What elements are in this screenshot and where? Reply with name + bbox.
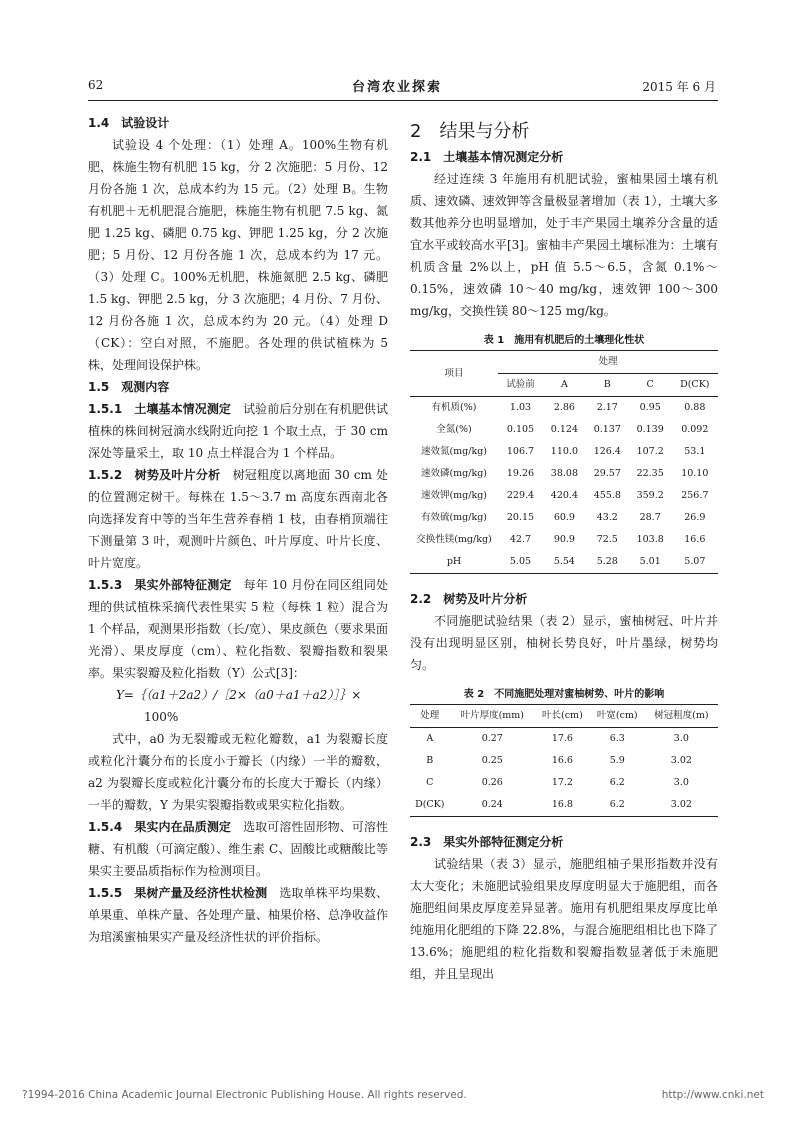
table-1-cell: 0.105 <box>506 424 535 435</box>
section-2-3-text: 试验结果（表 3）显示，施肥组柚子果形指数并没有太大变化；未施肥试验组果皮厚度明显大于施肥组，而各施肥组间果皮厚度差异显著。施用有机肥组果皮厚度比单纯施用化肥组的下降 22.8%，与混合施肥组相比也下降了 13.6%；施肥组的粒化指数和裂瓣指数显著低于未施肥组，并且呈现出 <box>410 857 718 981</box>
section-1-5-title: 1.5 观测内容 <box>88 380 170 394</box>
table-1-header-item: 项目 <box>410 351 498 397</box>
table-1-cell: 42.7 <box>509 534 532 545</box>
table-2-cell: 3.02 <box>645 794 718 817</box>
table-1-row <box>410 551 718 574</box>
table-2-row <box>410 750 718 772</box>
table-2 <box>410 704 718 817</box>
table-1-cell: 5.01 <box>629 551 672 574</box>
formula-line-2: 100% <box>144 710 179 724</box>
section-1-4-text: 试验设 4 个处理：（1）处理 A。100%生物有机肥，株施生物有机肥 15 kg，分 2 次施肥：5 月份、12 月份各施 1 次，总成本约为 15 元。（2）处理 B。生物有机肥＋无机肥混合施肥，株施生物有机肥 7.5 kg、氮肥 1.25 kg、磷肥 0.75 kg、钾肥 1.25 kg，分 2 次施肥；5 月份、12 月份各施 1 次，总成本约为 17 元。（3）处理 C。100%无机肥，株施氮肥 2.5 kg、磷肥 1.5 kg、钾肥 2.5 kg，分 3 次施肥；4 月份、7 月份、12 月份各施 1 次，总成本约为 20 元。（4）处理 D（CK）：空白对照，不施肥。各处理的供试植株为 5 株，处理间设保护株。 <box>88 138 388 372</box>
table-1-cell: 5.28 <box>586 551 629 574</box>
header-rule <box>88 100 718 101</box>
table-2-cell: C <box>426 777 434 788</box>
issue-date: 2015 年 6 月 <box>642 80 716 94</box>
table-1-cell: 455.8 <box>593 490 621 501</box>
table-1-cell: 0.95 <box>639 402 661 413</box>
table-1-row <box>410 419 718 441</box>
page-number: 62 <box>88 78 104 92</box>
section-1-5-5-title: 1.5.5 果树产量及经济性状检测 <box>88 886 268 900</box>
section-1-5-3 <box>88 574 388 684</box>
table-1-cell: 速效氮(mg/kg) <box>420 446 488 457</box>
table-1-cell: 103.8 <box>636 534 664 545</box>
table-1-row <box>410 397 718 420</box>
table-1-row <box>410 507 718 529</box>
table-1-cell: 0.124 <box>550 424 578 435</box>
section-2-2-title: 2.2 树势及叶片分析 <box>410 592 528 606</box>
table-2-cell: 0.24 <box>450 794 535 817</box>
table-1-cell: 交换性镁(mg/kg) <box>416 534 492 545</box>
journal-title: 台湾农业探索 <box>351 80 442 95</box>
copyright-notice: ?1994-2016 China Academic Journal Electronic Publishing House. All rights reserved. <box>22 1089 467 1101</box>
table-2-caption: 表 2 不同施肥处理对蜜柚树势、叶片的影响 <box>463 689 665 700</box>
table-1-cell: 256.7 <box>681 490 709 501</box>
table-2-col: 叶长(cm) <box>535 705 590 728</box>
table-1-cell: 20.15 <box>506 512 535 523</box>
table-1-cell: 速效磷(mg/kg) <box>420 468 488 479</box>
table-2-col: 叶宽(cm) <box>590 705 645 728</box>
table-1-cell: 43.2 <box>596 512 618 523</box>
table-2-cell: 0.26 <box>481 777 503 788</box>
section-1-5-4-title: 1.5.4 果实内在品质测定 <box>88 820 231 834</box>
section-1-5-2-text: 树冠粗度以离地面 30 cm 处的位置测定树干。每株在 1.5～3.7 m 高度东西南北各向选择发育中等的当年生营养春梢 1 枝，由春梢顶端往下测量第 3 叶，观测叶片颜色、叶片厚度、叶片长度、叶片宽度。 <box>88 468 388 570</box>
table-1-cell: 72.5 <box>596 534 618 545</box>
table-1-header-group: 处理 <box>498 351 718 374</box>
table-1-cell: 5.05 <box>498 551 543 574</box>
table-2-cell: 3.02 <box>670 755 692 766</box>
table-1-cell: 速效钾(mg/kg) <box>420 490 488 501</box>
table-1-col: C <box>629 374 672 397</box>
table-1-cell: pH <box>410 551 498 574</box>
table-1-cell: 29.57 <box>593 468 621 479</box>
table-1-col: 试验前 <box>498 374 543 397</box>
table-2-cell: 6.2 <box>609 777 625 788</box>
section-2-2-text: 不同施肥试验结果（表 2）显示，蜜柚树冠、叶片并没有出现明显区别，柚树长势良好，叶片墨绿，树势均匀。 <box>410 614 718 672</box>
table-1-cell: 22.35 <box>636 468 664 479</box>
table-1-cell: 60.9 <box>553 512 575 523</box>
section-2-1-title: 2.1 土壤基本情况测定分析 <box>410 150 564 164</box>
section-1-5-2 <box>88 464 388 574</box>
table-1-cell: 2.86 <box>553 402 575 413</box>
table-1 <box>410 350 718 574</box>
left-column <box>88 112 388 948</box>
table-2-row <box>410 728 718 751</box>
table-1-cell: 10.10 <box>681 468 709 479</box>
section-1-5-1 <box>88 398 388 464</box>
table-1-cell: 359.2 <box>636 490 664 501</box>
table-1-cell: 28.7 <box>639 512 661 523</box>
table-1-cell: 5.54 <box>543 551 586 574</box>
table-1-cell: 2.17 <box>596 402 618 413</box>
section-1-4-title: 1.4 试验设计 <box>88 116 170 130</box>
table-2-cell: 3.0 <box>673 733 689 744</box>
table-1-col: B <box>586 374 629 397</box>
section-2-3-title: 2.3 果实外部特征测定分析 <box>410 835 564 849</box>
section-1-5-4 <box>88 816 388 882</box>
section-2-title: 2 结果与分析 <box>410 121 530 142</box>
section-1-5-4-text: 选取可溶性固形物、可溶性糖、有机酸（可滴定酸）、维生素 C、固酸比或糖酸比等果实主要品质指标作为检测项目。 <box>88 820 388 878</box>
table-2-cell: 16.8 <box>535 794 590 817</box>
table-1-cell: 0.88 <box>684 402 706 413</box>
table-1-cell: 53.1 <box>684 446 706 457</box>
table-2-col: 处理 <box>410 705 450 728</box>
table-2-cell: 6.3 <box>609 733 625 744</box>
table-1-cell: 有机质(%) <box>431 402 477 413</box>
table-1-row <box>410 441 718 463</box>
table-1-row <box>410 529 718 551</box>
section-1-5-1-title: 1.5.1 土壤基本情况测定 <box>88 402 231 416</box>
table-2-cell: 0.25 <box>481 755 503 766</box>
section-1-5-3-title: 1.5.3 果实外部特征测定 <box>88 578 232 592</box>
section-2-1-text: 经过连续 3 年施用有机肥试验，蜜柚果园土壤有机质、速效磷、速效钾等含量极显著增加（表 1），土壤大多数其他养分也明显增加，处于丰产果园土壤养分含量的适宜水平或较高水平[3]。蜜柚丰产果园土壤标准为：土壤有机质含量 2%以上，pH 值 5.5～6.5，含氮 0.1%～0.15%，速效磷 10～40 mg/kg，速效钾 100～300 mg/kg，交换性镁 80～125 mg/kg。 <box>410 172 718 318</box>
table-2-cell: 6.2 <box>590 794 645 817</box>
table-2-cell: 5.9 <box>609 755 625 766</box>
cnki-link[interactable]: http://www.cnki.net <box>661 1089 764 1101</box>
table-1-cell: 126.4 <box>593 446 621 457</box>
table-1-cell: 0.137 <box>593 424 621 435</box>
table-2-col: 树冠粗度(m) <box>645 705 718 728</box>
table-2-cell: A <box>426 733 434 744</box>
table-1-cell: 0.139 <box>636 424 664 435</box>
table-1-cell: 全氮(%) <box>436 424 472 435</box>
table-1-cell: 229.4 <box>506 490 535 501</box>
table-1-col: A <box>543 374 586 397</box>
table-1-col: D(CK) <box>672 374 718 397</box>
section-1-5-2-title: 1.5.2 树势及叶片分析 <box>88 468 221 482</box>
section-1-5-5-text: 选取单株平均果数、单果重、单株产量、各处理产量、柚果价格、总净收益作为琯溪蜜柚果实产量及经济性状的评价指标。 <box>88 886 389 944</box>
table-1-cell: 1.03 <box>509 402 532 413</box>
table-1-cell: 420.4 <box>550 490 578 501</box>
table-1-row <box>410 485 718 507</box>
formula-line-1: Y=｛（a1＋2a2）/［2×（a0＋a1＋a2）］｝× <box>116 688 362 702</box>
table-1-row <box>410 463 718 485</box>
table-1-cell: 38.08 <box>550 468 578 479</box>
section-1-5-1-text: 试验前后分别在有机肥供试植株的株间树冠滴水线附近向挖 1 个取土点，于 30 cm 深处等量采土，取 10 点土样混合为 1 个样品。 <box>88 402 388 460</box>
table-1-cell: 有效硫(mg/kg) <box>420 512 488 523</box>
table-2-cell: B <box>426 755 434 766</box>
section-1-5-3-text: 每年 10 月份在同区组同处理的供试植株采摘代表性果实 5 粒（每株 1 粒）混合为 1 个样品，观测果形指数（长/宽）、果皮颜色（要求果面光滑）、果皮厚度（cm）、粒化指数、裂瓣指数和裂果率。果实裂瓣及粒化指数（Y）公式[3]： <box>88 578 388 680</box>
table-1-cell: 90.9 <box>553 534 575 545</box>
table-2-cell: 16.6 <box>551 755 573 766</box>
table-1-cell: 5.07 <box>672 551 718 574</box>
table-2-cell: 0.27 <box>481 733 503 744</box>
table-2-cell: D(CK) <box>410 794 450 817</box>
table-2-cell: 3.0 <box>673 777 689 788</box>
table-2-cell: 17.6 <box>551 733 573 744</box>
table-2-row <box>410 772 718 794</box>
table-1-cell: 110.0 <box>550 446 578 457</box>
table-2-header <box>410 705 718 728</box>
table-1-cell: 16.6 <box>684 534 706 545</box>
table-2-row <box>410 794 718 817</box>
table-1-cell: 26.9 <box>684 512 706 523</box>
table-1-cell: 0.092 <box>681 424 709 435</box>
table-2-col: 叶片厚度(mm) <box>450 705 535 728</box>
section-1-5-5 <box>88 882 388 948</box>
table-1-cell: 19.26 <box>506 468 535 479</box>
table-1-cell: 107.2 <box>636 446 664 457</box>
table-1-caption: 表 1 施用有机肥后的土壤理化性状 <box>483 335 645 346</box>
table-2-cell: 17.2 <box>551 777 573 788</box>
right-column <box>410 118 718 985</box>
formula-explanation: 式中，a0 为无裂瓣或无粒化瓣数，a1 为裂瓣长度或粒化汁囊分布的长度小于瓣长（内缘）一半的瓣数，a2 为裂瓣长度或粒化汁囊分布的长度大于瓣长（内缘）一半的瓣数，Y 为果实裂瓣指数或果实粒化指数。 <box>88 732 388 812</box>
table-1-cell: 106.7 <box>506 446 535 457</box>
